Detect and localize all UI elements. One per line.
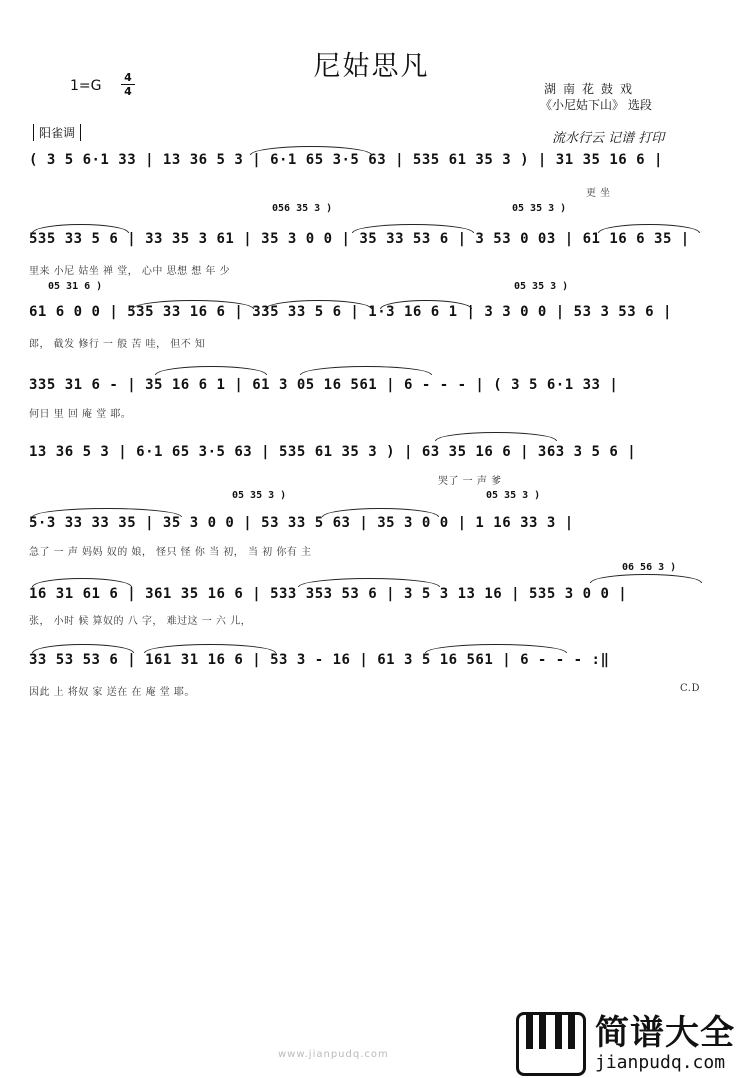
bracket-note: 05 35 3 ) [232, 490, 287, 501]
lyric-row: 急了 一 声 妈妈 奴的 娘， 怪只 怪 你 当 初， 当 初 你有 主 [29, 547, 312, 558]
lyric-row: 郎， 截发 修行 一 般 苦 哇， 但不 知 [29, 339, 206, 350]
bracket-note: 056 35 3 ) [272, 203, 333, 214]
time-signature-bottom: 4 [124, 85, 132, 98]
tune-name: 阳雀调 [33, 124, 81, 141]
bracket-note: 05 35 3 ) [486, 490, 541, 501]
score-row: ( 3 5 6·1 33 | 13 36 5 3 | 6·1 65 3·5 63 | 535 61 35 3 ) | 31 35 16 6 | [29, 152, 663, 168]
key-signature: 1=G [70, 78, 102, 94]
lyric-row: 因此 上 将奴 家 送在 在 庵 堂 耶。 [29, 687, 195, 698]
logo-name: 简谱大全 [595, 1013, 735, 1053]
site-logo[interactable] [516, 1012, 735, 1076]
score-row: 5·3 33 33 35 | 35 3 0 0 | 53 33 5 63 | 35 3 0 0 | 1 16 33 3 | [29, 515, 574, 531]
logo-url: jianpudq.com [595, 1052, 726, 1073]
bracket-note: 05 35 3 ) [512, 203, 567, 214]
lyric-row: 哭了 一 声 爹 [438, 476, 502, 487]
bracket-note: 06 56 3 ) [622, 562, 677, 573]
lyric-row: 里来 小尼 姑坐 禅 堂， 心中 思想 想 年 少 [29, 266, 231, 277]
lyric-row: 更 坐 [586, 188, 611, 199]
page-title: 尼姑思凡 [313, 51, 430, 82]
score-row: 61 6 0 0 | 535 33 16 6 | 335 33 5 6 | 1·3 16 6 1 | 3 3 0 0 | 53 3 53 6 | [29, 304, 672, 320]
watermark: www.jianpudq.com [278, 1049, 389, 1060]
lyric-row: 何日 里 回 庵 堂 耶。 [29, 409, 132, 420]
time-signature-top: 4 [124, 71, 132, 84]
score-row: 335 31 6 - | 35 16 6 1 | 61 3 05 16 561 | 6 - - - | ( 3 5 6·1 33 | [29, 377, 619, 393]
score-row: 13 36 5 3 | 6·1 65 3·5 63 | 535 61 35 3 ) | 63 35 16 6 | 363 3 5 6 | [29, 444, 637, 460]
piano-keys-icon [516, 1012, 586, 1076]
score-row: 535 33 5 6 | 33 35 3 61 | 35 3 0 0 | 35 33 53 6 | 3 53 0 03 | 61 16 6 35 | [29, 231, 690, 247]
score-row: 16 31 61 6 | 361 35 16 6 | 533 353 53 6 | 3 5 3 13 16 | 535 3 0 0 | [29, 586, 628, 602]
score-row: 33 53 53 6 | 161 31 16 6 | 53 3 - 16 | 61 3 5 16 561 | 6 - - - :‖ [29, 652, 610, 668]
signature: C.D [680, 683, 700, 694]
time-signature [121, 72, 135, 97]
lyric-row: 张， 小时 候 算奴的 八 字， 难过这 一 六 儿， [29, 616, 252, 627]
credit-line: 流水行云 记谱 打印 [552, 131, 665, 146]
genre-label: 湖南花鼓戏 [544, 82, 640, 96]
bracket-note: 05 31 6 ) [48, 281, 103, 292]
bracket-note: 05 35 3 ) [514, 281, 569, 292]
source-label: 《小尼姑下山》 选段 [540, 98, 652, 112]
